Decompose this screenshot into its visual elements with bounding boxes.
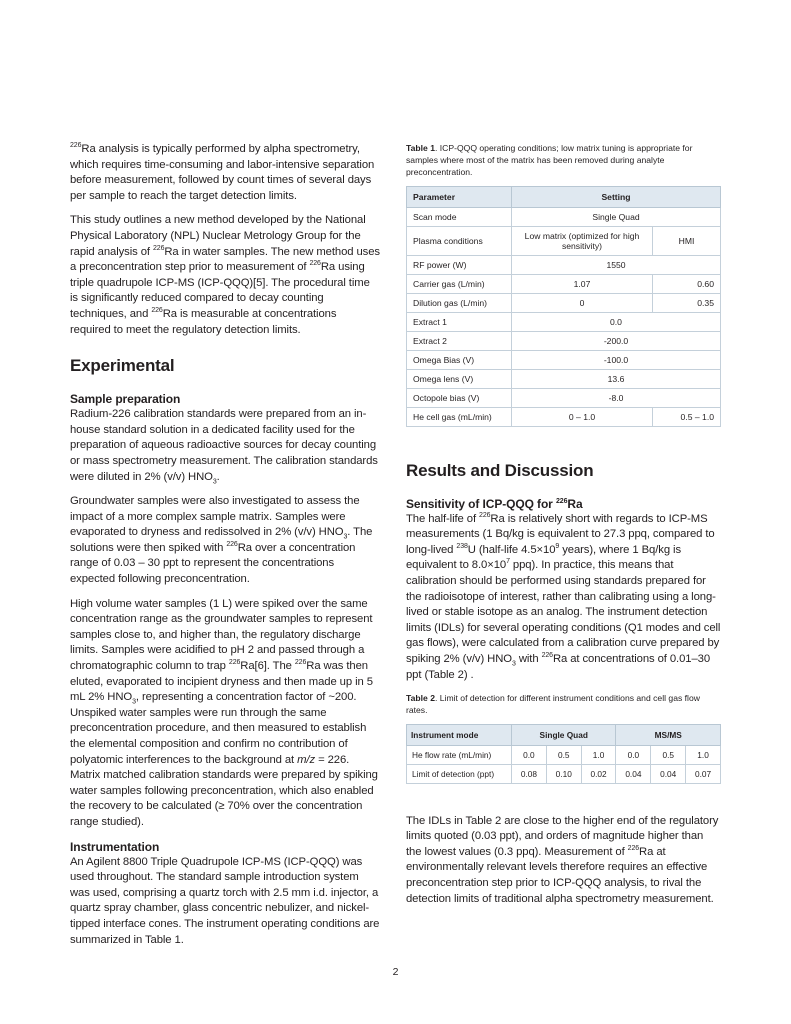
- results-heading: Results and Discussion: [406, 460, 594, 480]
- calibration-paragraph: Radium-226 calibration standards were prepared from an in-house standard solution in a dedicated facility used for the preparation of aqueous radioactive sources for decay counting or mass spectrometry measurement. The calibration standards were diluted in 2% (v/v) $HNO_3$.: [70, 408, 378, 485]
- table1-operating-conditions: [406, 186, 721, 427]
- header-instrument-mode: Instrument mode: [407, 724, 512, 745]
- intro-paragraph: $^{226}$Ra analysis is typically performed by alpha spectrometry, which requires time-consuming and labor-intensive separation before measurement, followed by count times of several days per sample to reach the target detection limits.: [70, 142, 375, 202]
- header-single-quad: Single Quad: [512, 724, 616, 745]
- table-row: Omega lens (V) 13.6: [407, 369, 721, 388]
- table-row: Omega Bias (V) -100.0: [407, 350, 721, 369]
- table2-caption: Table 2. Limit of detection for different instrument conditions and cell gas flow rates.: [406, 693, 700, 716]
- table-row: He cell gas (mL/min) 0 – 1.0 0.5 – 1.0: [407, 407, 721, 426]
- experimental-heading: Experimental: [70, 356, 175, 376]
- table1-caption: Table 1. ICP-QQQ operating conditions; low matrix tuning is appropriate for samples where most of the matrix has been removed during analyte preconcentration.: [406, 143, 693, 178]
- header-setting: Setting: [512, 186, 721, 207]
- instrumentation-heading: Instrumentation: [70, 839, 160, 854]
- table-row: Plasma conditions Low matrix (optimized for high sensitivity) HMI: [407, 226, 721, 255]
- sensitivity-heading: Sensitivity of ICP-QQQ for $^{226}$Ra: [406, 496, 583, 511]
- left-column: [70, 142, 380, 957]
- table2-detection-limits: [406, 724, 721, 784]
- table-header-row: [407, 186, 721, 207]
- table-row: Octopole bias (V) -8.0: [407, 388, 721, 407]
- table-row: Carrier gas (L/min) 1.07 0.60: [407, 274, 721, 293]
- groundwater-paragraph: Groundwater samples were also investigated to assess the impact of a more complex sample matrix. Samples were evaporated to dryness and redissolved in 2% (v/v) $HNO_3$. The solutions were then spiked with $^{226}$Ra over a concentration range of 0.03 – 30 ppt to represent the concentrations expected following preconcentration.: [70, 495, 373, 586]
- page-number: 2: [392, 966, 399, 978]
- study-paragraph: This study outlines a new method developed by the National Physical Laboratory (NPL) Nuclear Metrology Group for the rapid analysis of $^{226}$Ra in water samples. The new method uses a preconcentration step prior to measurement of $^{226}$Ra using triple quadrupole ICP-MS (ICP-QQQ)[5]. The procedural time is significantly reduced compared to decay counting techniques, and $^{226}$Ra is measurable at concentrations required to meet the regulatory detection limits.: [70, 214, 380, 336]
- idl-paragraph: The IDLs in Table 2 are close to the higher end of the regulatory limits quoted (0.03 ppt), and orders of magnitude higher than the lowest values (0.3 ppq). Measurement of $^{226}$Ra at environmentally relevant levels therefore requires an effective preconcentration step prior to ICP-QQQ analysis, to rival the detection limits of traditional alpha spectrometry measurement.: [406, 814, 719, 905]
- table-row: Limit of detection (ppt) 0.08 0.10 0.02 0.04 0.04 0.07: [407, 764, 721, 783]
- table-row: RF power (W) 1550: [407, 255, 721, 274]
- high-volume-paragraph: High volume water samples (1 L) were spiked over the same concentration range as the groundwater samples to represent samples close to, and higher than, the regulatory discharge limits. Samples were acidified to pH 2 and passed through a chromatographic column to trap $^{226}$Ra[6]. The $^{226}$Ra was then eluted, evaporated to incipient dryness and then made up in 5 mL 2% $HNO_3$, representing a concentration factor of ~200. Unspiked water samples were run through the same preconcentration procedure, and then measured to establish the elemental composition and confirm no contribution of polyatomic interferences to the background at m/z = 226. Matrix matched calibration standards were prepared by spiking water samples following preconcentration, which also enabled the recovery to be calculated (≥ 70% over the concentration range studied).: [70, 597, 378, 828]
- table-row: Extract 2 -200.0: [407, 331, 721, 350]
- table-header-row: [407, 724, 721, 745]
- right-column: [406, 142, 721, 916]
- header-parameter: Parameter: [407, 186, 512, 207]
- half-life-paragraph: The half-life of $^{226}$Ra is relatively short with regards to ICP-MS measurements (1 Bq/kg is equivalent to 27.3 ppq, compared to long-lived $^{238}$U (half-life $4.5\times 10^9$ years), where 1 Bq/kg is equivalent to $8.0\times 10^7$ ppq). In practice, this means that calibration should be performed using standards prepared for the radioisotope of interest, rather than calibrating using a long-lived or stable isotope as an analog. The instrument detection limits (IDLs) for several operating conditions (Q1 modes and cell gas flows), were calculated from a calibration curve prepared by spiking 2% (v/v) $HNO_3$ with $^{226}$Ra at concentrations of 0.01–30 ppt (Table 2) .: [406, 511, 721, 681]
- sample-preparation-heading: Sample preparation: [70, 392, 181, 407]
- table-row: Extract 1 0.0: [407, 312, 721, 331]
- table-row: Dilution gas (L/min) 0 0.35: [407, 293, 721, 312]
- header-ms-ms: MS/MS: [616, 724, 721, 745]
- table-row: He flow rate (mL/min) 0.0 0.5 1.0 0.0 0.5 1.0: [407, 745, 721, 764]
- table-row: Scan mode Single Quad: [407, 207, 721, 226]
- instrumentation-paragraph: An Agilent 8800 Triple Quadrupole ICP-MS (ICP-QQQ) was used throughout. The standard sample introduction system was used, comprising a quartz torch with 2.5 mm i.d. injector, a quartz spray chamber, glass concentric nebulizer, and nickel-tipped interface cones. The instrument operating conditions are summarized in Table 1.: [70, 855, 380, 946]
